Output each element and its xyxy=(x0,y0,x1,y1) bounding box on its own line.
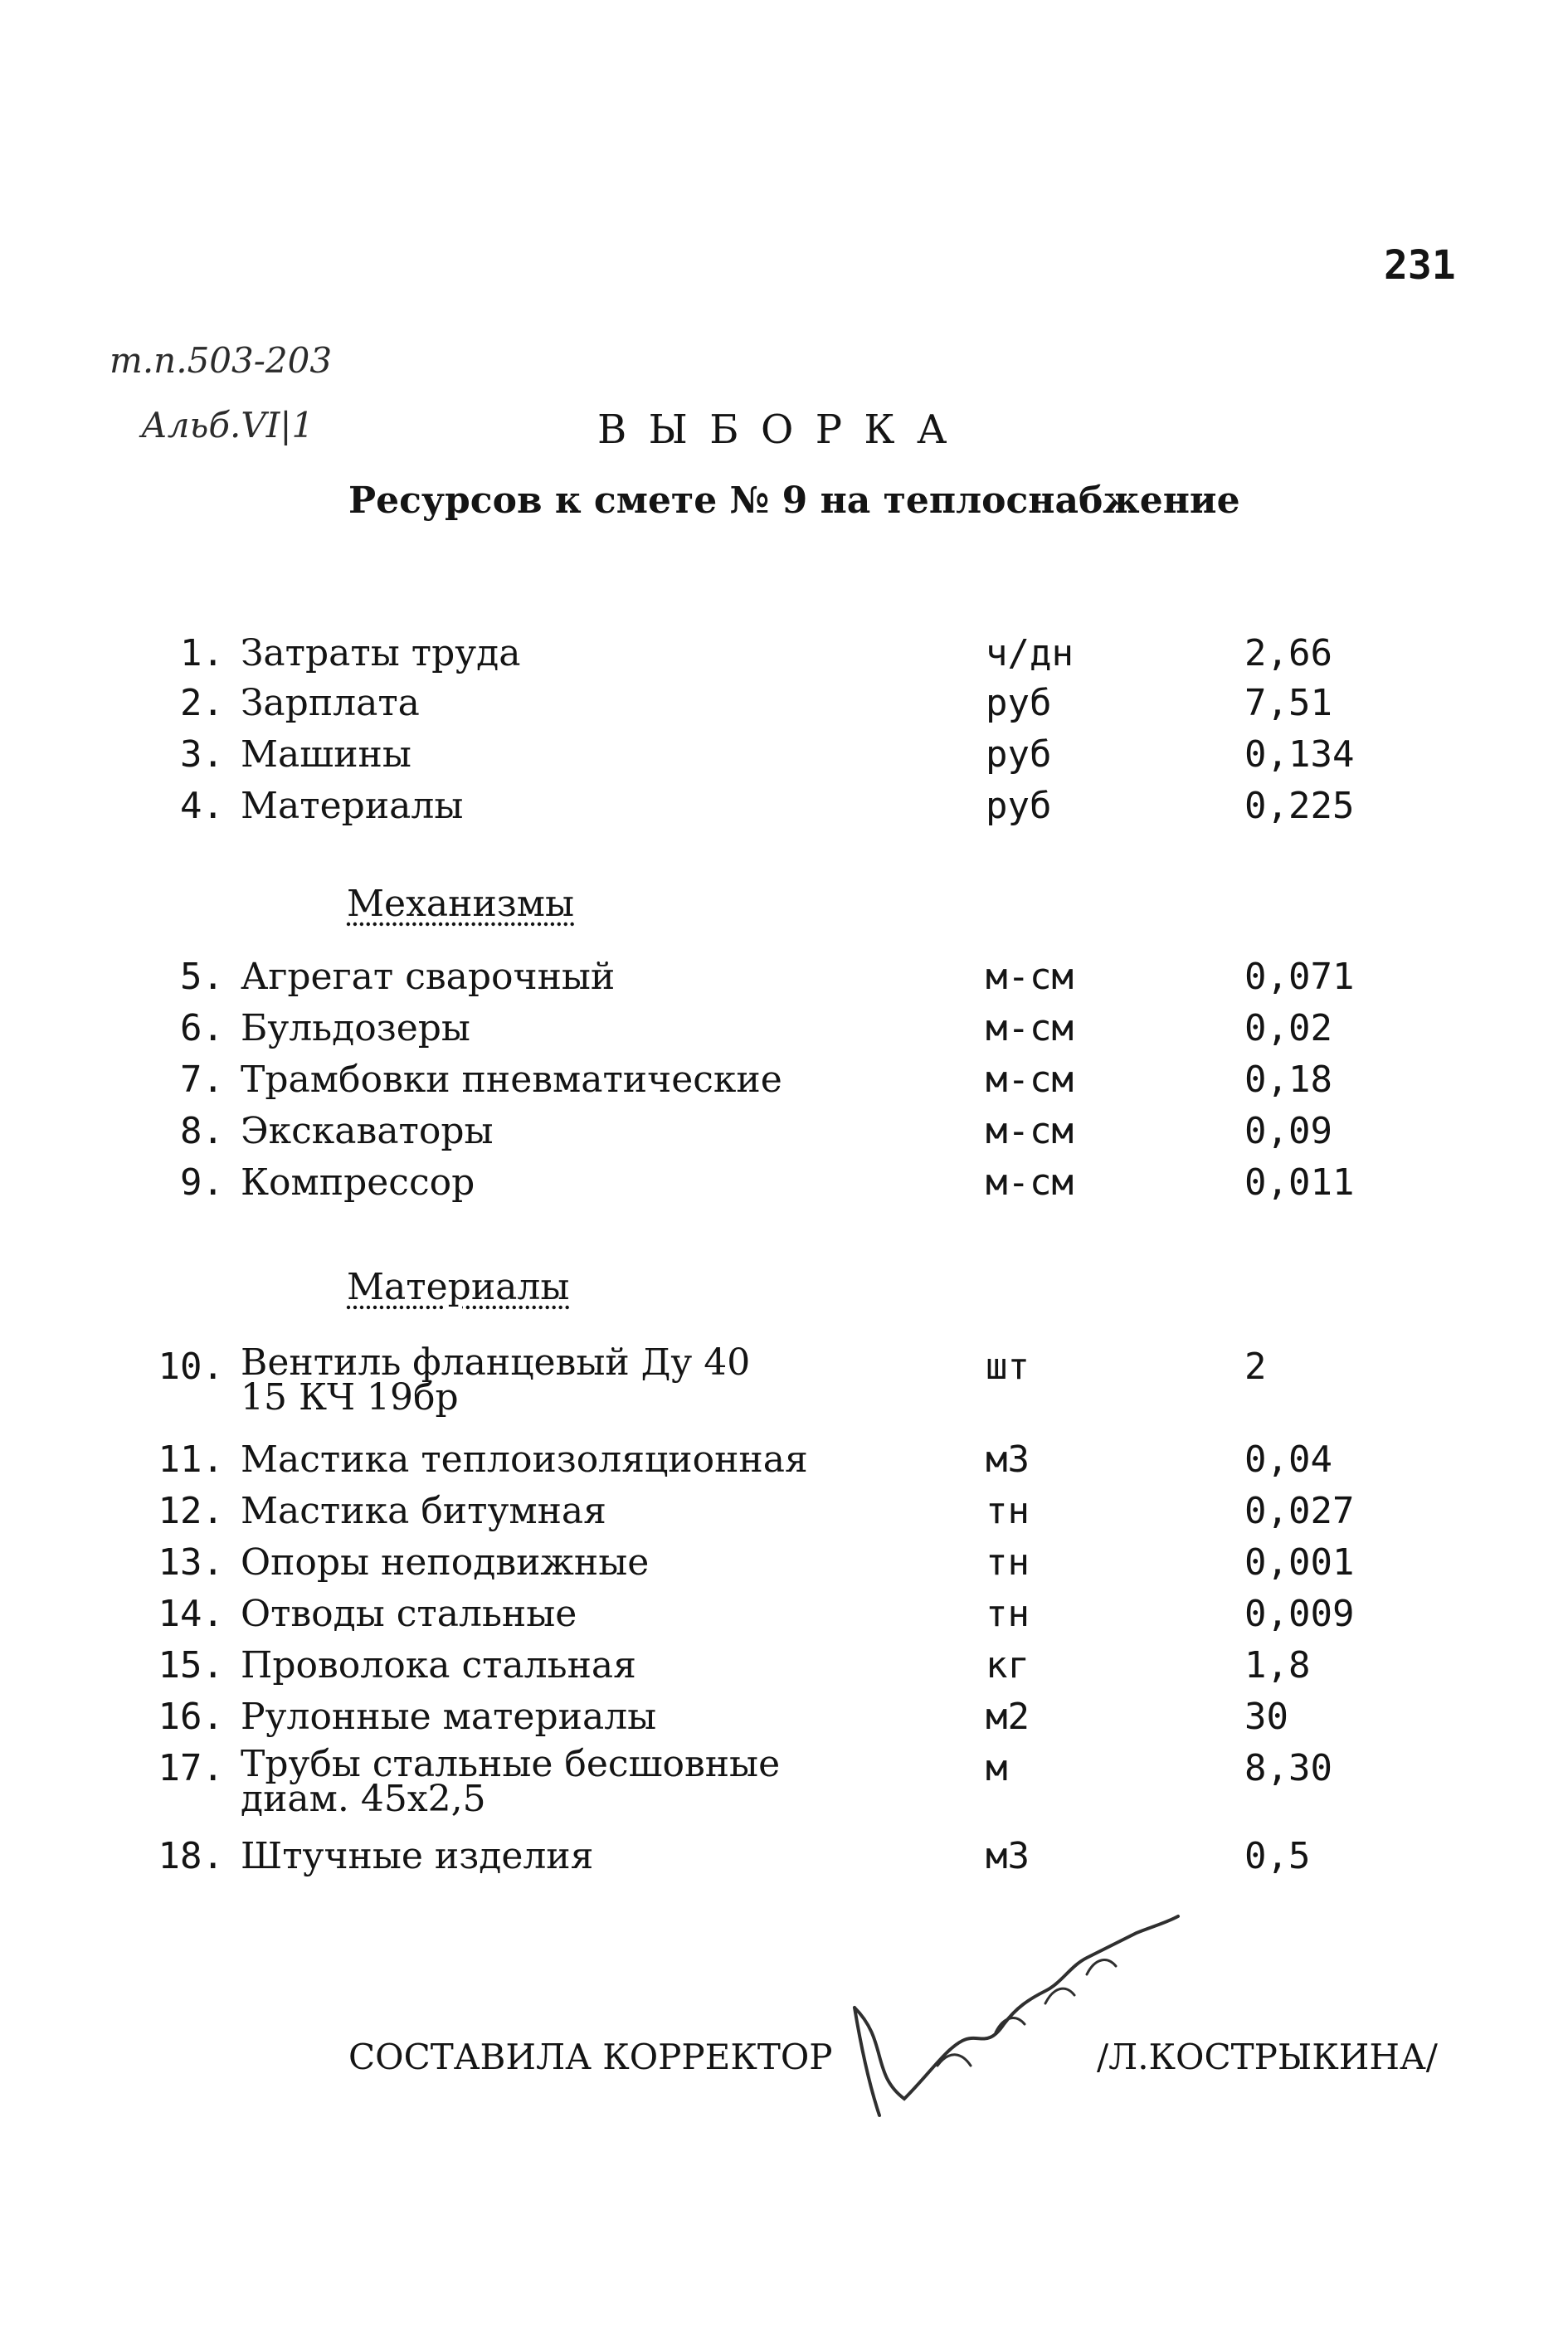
resource-row xyxy=(0,1593,1568,1643)
row-name: Компрессор xyxy=(241,1161,475,1204)
mechanisms-heading: Механизмы xyxy=(347,883,575,925)
row-name: Агрегат сварочный xyxy=(241,956,616,998)
document-subtitle: Ресурсов к смете № 9 на теплоснабжение xyxy=(348,479,1240,522)
row-name-line1: Вентиль фланцевый Ду 40 xyxy=(241,1341,751,1384)
document-title: ВЫБОРКА xyxy=(597,406,969,453)
resource-row xyxy=(0,632,1568,682)
resource-row xyxy=(0,1541,1568,1591)
row-unit: кг xyxy=(986,1644,1030,1687)
row-unit: тн xyxy=(986,1593,1030,1635)
row-name: Зарплата xyxy=(241,682,420,724)
row-value: 0,04 xyxy=(1244,1438,1332,1481)
row-unit: руб xyxy=(986,785,1052,827)
resource-row xyxy=(0,1059,1568,1108)
row-value: 0,027 xyxy=(1244,1490,1355,1532)
row-value: 0,071 xyxy=(1244,956,1355,998)
row-value: 0,001 xyxy=(1244,1541,1355,1584)
resource-row xyxy=(0,1835,1568,1885)
resource-row xyxy=(0,1438,1568,1488)
row-value: 0,18 xyxy=(1244,1059,1332,1101)
row-number: 15. xyxy=(158,1644,224,1687)
resource-row xyxy=(0,1341,1568,1437)
row-number: 9. xyxy=(180,1161,224,1204)
row-value: 0,011 xyxy=(1244,1161,1355,1204)
row-name: Трамбовки пневматические xyxy=(241,1059,782,1101)
row-name: Проволока стальная xyxy=(241,1644,636,1687)
row-number: 11. xyxy=(158,1438,224,1481)
row-value: 7,51 xyxy=(1244,682,1332,724)
row-unit: руб xyxy=(986,733,1052,776)
row-number: 4. xyxy=(180,785,224,827)
row-name: Машины xyxy=(241,733,411,776)
materials-heading: Материалы xyxy=(347,1266,570,1308)
row-unit: м-см xyxy=(986,1007,1074,1049)
row-number: 1. xyxy=(180,632,224,674)
row-number: 2. xyxy=(180,682,224,724)
row-name: Затраты труда xyxy=(241,632,521,674)
row-value: 0,5 xyxy=(1244,1835,1311,1877)
row-name: Экскаваторы xyxy=(241,1110,494,1152)
row-value: 1,8 xyxy=(1244,1644,1311,1687)
resource-row xyxy=(0,785,1568,835)
row-value: 2,66 xyxy=(1244,632,1332,674)
row-unit: м-см xyxy=(986,1161,1074,1204)
row-value: 0,02 xyxy=(1244,1007,1332,1049)
row-number: 18. xyxy=(158,1835,224,1877)
resource-row xyxy=(0,1110,1568,1160)
row-value: 2 xyxy=(1244,1346,1267,1388)
row-name-line1: Трубы стальные бесшовные xyxy=(241,1743,781,1785)
resource-row xyxy=(0,1696,1568,1745)
row-unit: шт xyxy=(986,1346,1030,1388)
row-unit: м xyxy=(986,1747,1008,1789)
row-name-line2: диам. 45х2,5 xyxy=(241,1777,486,1820)
row-unit: м-см xyxy=(986,1059,1074,1101)
row-unit: руб xyxy=(986,682,1052,724)
album-ref: Альб.VI|1 xyxy=(141,405,314,445)
row-unit: м3 xyxy=(986,1438,1030,1481)
row-name: Мастика теплоизоляционная xyxy=(241,1438,808,1481)
row-name: Отводы стальные xyxy=(241,1593,577,1635)
row-name: Опоры неподвижные xyxy=(241,1541,650,1584)
row-number: 7. xyxy=(180,1059,224,1101)
row-number: 14. xyxy=(158,1593,224,1635)
resource-row xyxy=(0,1644,1568,1694)
row-number: 17. xyxy=(158,1747,224,1789)
row-name xyxy=(241,1743,781,1820)
row-value: 30 xyxy=(1244,1696,1288,1738)
resource-row xyxy=(0,1007,1568,1057)
page-number: 231 xyxy=(1384,242,1456,289)
row-number: 12. xyxy=(158,1490,224,1532)
resource-row xyxy=(0,1161,1568,1211)
row-number: 3. xyxy=(180,733,224,776)
row-value: 0,134 xyxy=(1244,733,1355,776)
row-unit: м-см xyxy=(986,1110,1074,1152)
row-value: 0,009 xyxy=(1244,1593,1355,1635)
row-name: Материалы xyxy=(241,785,464,827)
row-name: Штучные изделия xyxy=(241,1835,594,1877)
signer-name: /Л.КОСТРЫКИНА/ xyxy=(1097,2037,1438,2077)
row-number: 8. xyxy=(180,1110,224,1152)
row-unit: м2 xyxy=(986,1696,1030,1738)
row-number: 16. xyxy=(158,1696,224,1738)
resource-row xyxy=(0,682,1568,732)
row-name-line2: 15 КЧ 19бр xyxy=(241,1375,459,1419)
composed-by-label: СОСТАВИЛА КОРРЕКТОР xyxy=(348,2037,833,2077)
row-unit: м-см xyxy=(986,956,1074,998)
row-unit: тн xyxy=(986,1490,1030,1532)
row-unit: м3 xyxy=(986,1835,1030,1877)
row-number: 5. xyxy=(180,956,224,998)
row-number: 13. xyxy=(158,1541,224,1584)
resource-row xyxy=(0,1743,1568,1838)
row-unit: ч/дн xyxy=(986,632,1074,674)
resource-row xyxy=(0,1490,1568,1540)
doc-code: т.п.503-203 xyxy=(110,340,333,381)
row-value: 0,225 xyxy=(1244,785,1355,827)
row-value: 8,30 xyxy=(1244,1747,1332,1789)
signature-icon xyxy=(838,1908,1186,2124)
row-name xyxy=(241,1341,751,1419)
row-number: 6. xyxy=(180,1007,224,1049)
row-name: Бульдозеры xyxy=(241,1007,470,1049)
row-value: 0,09 xyxy=(1244,1110,1332,1152)
row-name: Мастика битумная xyxy=(241,1490,606,1532)
resource-row xyxy=(0,733,1568,783)
row-number: 10. xyxy=(158,1346,224,1388)
row-name: Рулонные материалы xyxy=(241,1696,657,1738)
row-unit: тн xyxy=(986,1541,1030,1584)
resource-row xyxy=(0,956,1568,1005)
